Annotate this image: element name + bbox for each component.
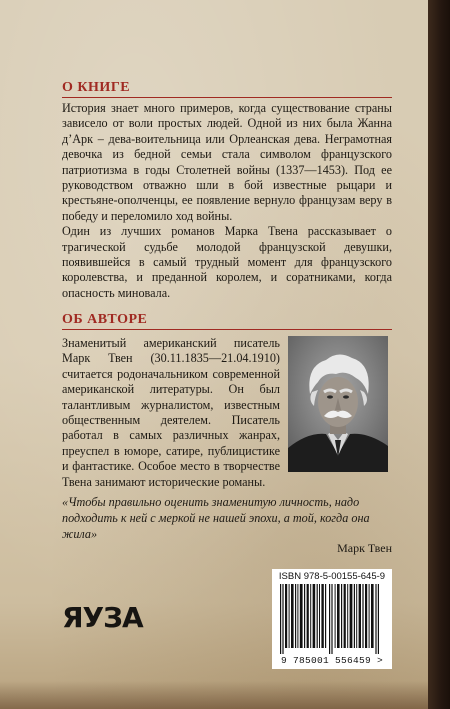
bottom-shadow-band xyxy=(0,681,428,709)
isbn-label: ISBN 978-5-00155-645-9 xyxy=(278,571,386,582)
quote-author: Марк Твен xyxy=(337,541,392,555)
about-book-paragraph-2: Один из лучших романов Марка Твена рассказывает о трагической судьбе молодой французской девушки, появившейся в самый трудный момент для французского королевства, и преданной королем, и соратниками, когда опасность миновала. xyxy=(62,224,392,300)
barcode-bars xyxy=(276,584,388,654)
spine-edge xyxy=(428,0,450,709)
epigraph-quote: «Чтобы правильно оценить знаменитую личность, надо подходить к ней с меркой не нашей эпохи, а той, когда она жила» xyxy=(62,495,370,541)
about-author-rule xyxy=(62,329,392,330)
about-book-heading: О КНИГЕ xyxy=(62,80,131,95)
about-author-text: Знаменитый американский писатель Марк Твен (30.11.1835—21.04.1910) считается родоначальником современной американской литературы. Он был талантливым журналистом, известным общественным деятелем. Писатель работал в самых различных жанрах, преуспел в юморе, сатире, публицистике и фантастике. Особое место в творчестве Твена занимают исторические романы. xyxy=(62,336,280,489)
barcode-digits: 9 785001 556459 > xyxy=(280,655,383,666)
about-book-rule xyxy=(62,97,392,98)
about-author-heading: ОБ АВТОРЕ xyxy=(62,312,148,327)
publisher-logo xyxy=(62,596,143,640)
author-portrait-photo xyxy=(288,336,388,472)
isbn-barcode xyxy=(272,569,392,669)
about-book-text xyxy=(62,101,392,301)
publisher-logo-text: ЯУЗА xyxy=(62,601,143,634)
author-portrait xyxy=(288,336,388,472)
about-book-paragraph-1: История знает много примеров, когда существование страны зависело от воли простых людей. Одной из них была Жанна д’Арк – дева-воительница или Орлеанская дева. Неграмотная девочка из бедной семьи стала символом французского патриотизма в годы Столетней войны (1337—1453). Под ее руководством отважно шли в бой известные рыцари и крестьяне-ополченцы, ее появление вернуло французам веру в победу и переломило ход войны. xyxy=(62,101,392,223)
